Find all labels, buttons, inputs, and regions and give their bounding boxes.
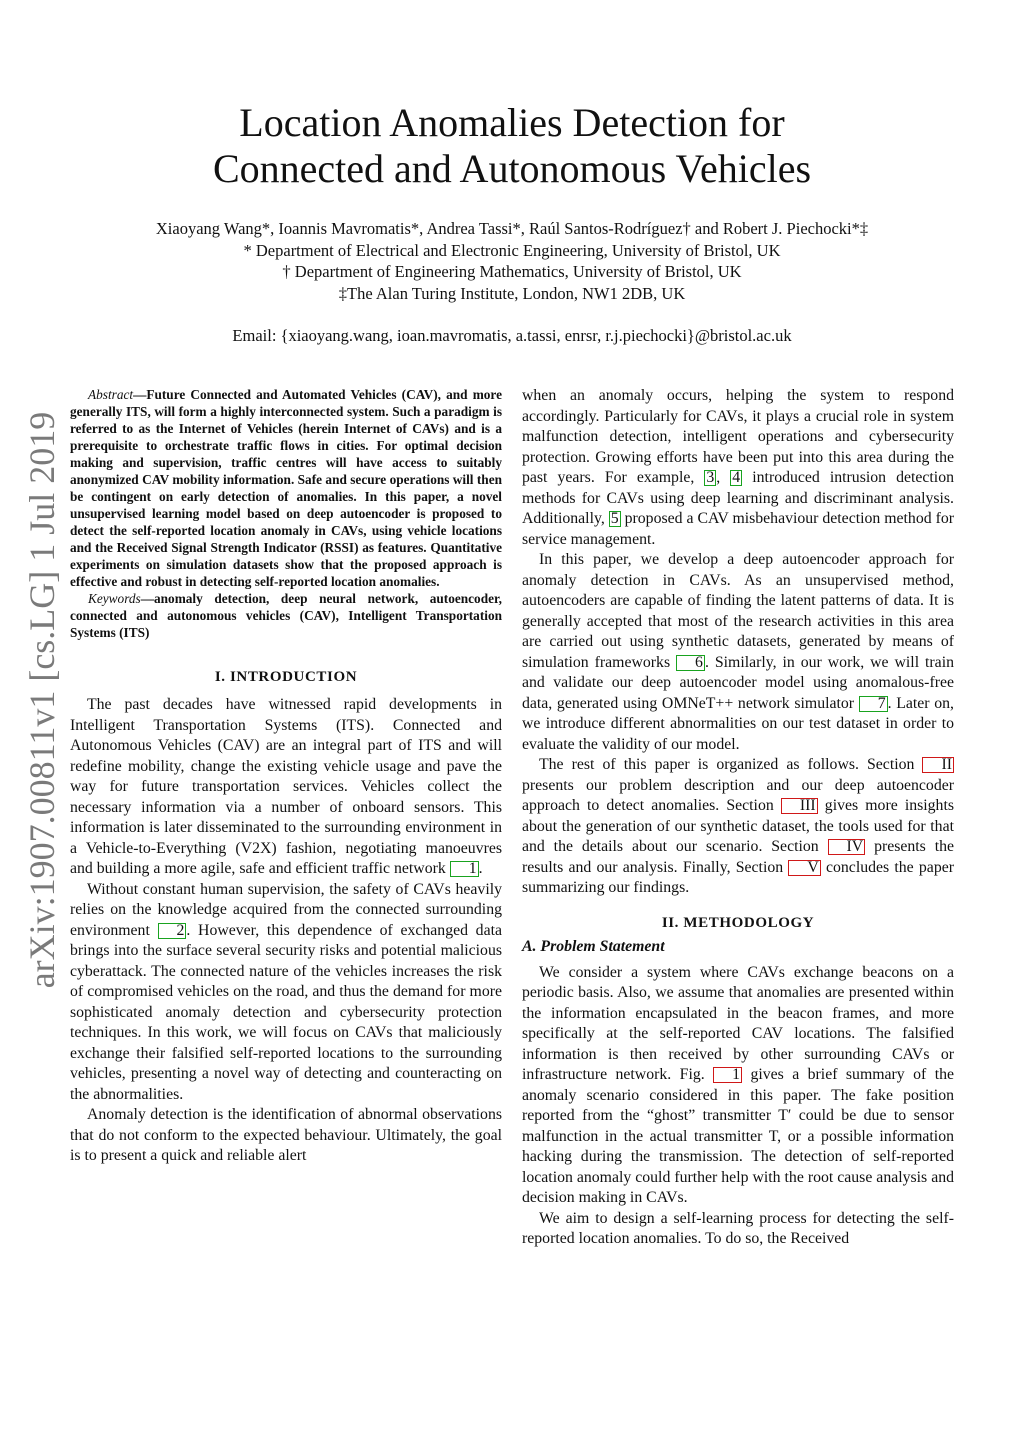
right-p3-e: concludes the paper summarizing our findings. — [522, 858, 954, 896]
intro-paragraph-2 — [70, 880, 502, 1106]
right-paragraph-3 — [522, 755, 954, 899]
citation-link-5[interactable]: 5 — [610, 510, 619, 527]
citation-link-6[interactable]: 6 — [676, 655, 705, 671]
abstract-text: —Future Connected and Automated Vehicles (CAV), and more generally ITS, will form a highly interconnected system. Such a paradigm is referred to as the Internet of Vehicles (herein Internet of CAVs) and is a prerequisite to orchestrate traffic flows in cities. For optimal decision making and supervision, traffic centres will have access to suitably anonymized CAV mobility information. Safe and secure operations will then be contingent on early detection of anomalies. In this paper, a novel unsupervised learning model based on deep autoencoder is proposed to detect the self-reported location anomaly in CAVs, using vehicle locations and the Received Signal Strength Indicator (RSSI) as features. Quantitative experiments on simulation datasets show that the proposed approach is effective and robust in detecting self-reported location anomalies. — [70, 387, 502, 589]
abstract — [70, 386, 502, 590]
right-p2-end: . Later on, we introduce different abnormalities on our test dataset in order to evaluate the validity of our model. — [522, 694, 954, 753]
intro-p1-end: . — [478, 860, 483, 877]
right-p4-text: We consider a system where CAVs exchange beacons on a periodic basis. Also, we assume that anomalies are presented within the information encapsulated in the beacon frames, and more specifically at the self-reported CAV locations. The falsified information is then received by other surrounding CAVs or infrastructure network. Fig. — [522, 963, 954, 1083]
right-p1-mid: introduced intrusion detection methods for CAVs using deep learning and discriminant analysis. Additionally, — [522, 469, 954, 527]
citation-link-7[interactable]: 7 — [859, 696, 888, 712]
section-link-4[interactable]: IV — [828, 839, 866, 855]
author-block — [60, 218, 964, 304]
right-p3-text: The rest of this paper is organized as follows. Section — [539, 756, 923, 773]
subsection-heading-problem-statement: A. Problem Statement — [522, 937, 665, 955]
author-names: Xiaoyang Wang*, Ioannis Mavromatis*, Andrea Tassi*, Raúl Santos-Rodríguez† and Robert J. Piechocki*‡ — [155, 219, 869, 238]
section-link-5[interactable]: V — [788, 860, 820, 876]
right-p2-text: In this paper, we develop a deep autoencoder approach for anomaly detection in CAVs. As an unsupervised method, autoencoders are capable of finding the latent patterns of data. It is generally accepted that most of the research activities in this area are carried out using synthetic datasets, generated by means of simulation frameworks — [522, 551, 954, 671]
author-email: Email: {xiaoyang.wang, ioan.mavromatis, a.tassi, enrsr, r.j.piechocki}@bristol.ac.uk — [232, 326, 792, 345]
introduction-body — [70, 695, 502, 1167]
right-p3-b: presents our problem description and our deep autoencoder approach to detect anomalies. Section — [522, 776, 954, 814]
right-paragraph-5: We aim to design a self-learning process for detecting the self-reported location anomalies. To do so, the Received — [522, 1209, 954, 1247]
right-column — [522, 386, 954, 1250]
title-line-2: Connected and Autonomous Vehicles — [212, 146, 812, 191]
figure-link-1[interactable]: 1 — [713, 1067, 742, 1083]
citation-link-4[interactable]: 4 — [732, 469, 741, 486]
paper-title — [150, 100, 874, 192]
keywords — [70, 590, 502, 641]
right-p1-text: when an anomaly occurs, helping the system to respond accordingly. Particularly for CAVs, it plays a crucial role in system malfunction detection, intelligent operations and cybersecurity protection. Growing efforts have been put into this area during the past years. For example, — [522, 387, 954, 486]
intro-p1-text: The past decades have witnessed rapid developments in Intelligent Transportation Systems (ITS). Connected and Autonomous Vehicles (CAV) are an integral part of ITS and will redefine mobility, change the existing vehicle usage and pave the way for future transportation services. Vehicles collect the necessary information via a number of onboard sensors. This information is later disseminated to the surrounding environment in a Vehicle-to-Everything (V2X) fashion, negotiating manoeuvres and building a more agile, safe and efficient traffic network — [70, 696, 502, 877]
arxiv-identifier: arXiv:1907.00811v1 [cs.LG] 1 Jul 2019 — [22, 411, 62, 989]
right-p3-c: gives more insights about the generation of our synthetic dataset, the tools used for that and the details about our scenario. Section — [522, 797, 954, 855]
intro-p2-end: . However, this dependence of exchanged data brings into the surface several security risks and potential malicious cyberattack. The connected nature of the vehicles increases the risk of compromised vehicles on the road, and thus the demand for more sophisticated anomaly detection and cybersecurity protection techniques. In this work, we will focus on CAVs that maliciously exchange their falsified self-reported locations to the surrounding vehicles, presenting a novel way of detecting and counteracting on the abnormalities. — [70, 921, 502, 1103]
right-p4-end: gives a brief summary of the anomaly scenario considered in this paper. The fake position reported from the “ghost” transmitter T′ could be due to sensor malfunction in the actual transmitter T, or a possible information hacking during the transmission. The detection of self-reported location anomaly could further help with the root cause analysis and decision making in CAVs. — [522, 1066, 954, 1206]
left-column — [70, 386, 502, 1167]
intro-p2-text: Without constant human supervision, the safety of CAVs heavily relies on the knowledge acquired from the connected surrounding environment — [70, 880, 502, 939]
keywords-text: —anomaly detection, deep neural network, autoencoder, connected and autonomous vehicles (CAV), Intelligent Transportation Systems (ITS) — [70, 591, 502, 640]
right-p1-sep: , — [716, 469, 731, 486]
section-heading-introduction: I. INTRODUCTION — [214, 669, 358, 685]
right-p2-mid: . Similarly, in our work, we will train and validate our deep autoencoder model using anomalous-free data, generated using OMNeT++ network simulator — [522, 653, 954, 712]
citation-link-3[interactable]: 3 — [706, 469, 715, 486]
right-p3-d: presents the results and our analysis. Finally, Section — [522, 838, 954, 876]
keywords-label: Keywords — [88, 591, 141, 606]
right-paragraph-1 — [522, 386, 954, 550]
citation-link-1[interactable]: 1 — [450, 861, 479, 877]
title-line-1: Location Anomalies Detection for — [239, 100, 785, 145]
intro-paragraph-1 — [70, 695, 502, 880]
affiliation-2: † Department of Engineering Mathematics, University of Bristol, UK — [282, 262, 742, 281]
citation-link-2[interactable]: 2 — [158, 923, 187, 939]
affiliation-3: ‡The Alan Turing Institute, London, NW1 2DB, UK — [338, 283, 686, 303]
intro-paragraph-3: Anomaly detection is the identification of abnormal observations that do not conform to the expected behaviour. Ultimately, the goal is to present a quick and reliable alert — [70, 1106, 502, 1164]
affiliation-1: * Department of Electrical and Electronic Engineering, University of Bristol, UK — [243, 240, 781, 260]
right-p1-end: proposed a CAV misbehaviour detection method for service management. — [522, 510, 954, 548]
right-paragraph-2 — [522, 550, 954, 755]
section-link-3[interactable]: III — [781, 798, 818, 814]
section-link-2[interactable]: II — [922, 757, 954, 773]
abstract-label: Abstract — [88, 387, 134, 402]
section-heading-methodology: II. METHODOLOGY — [661, 914, 815, 931]
right-paragraph-4 — [522, 963, 954, 1209]
